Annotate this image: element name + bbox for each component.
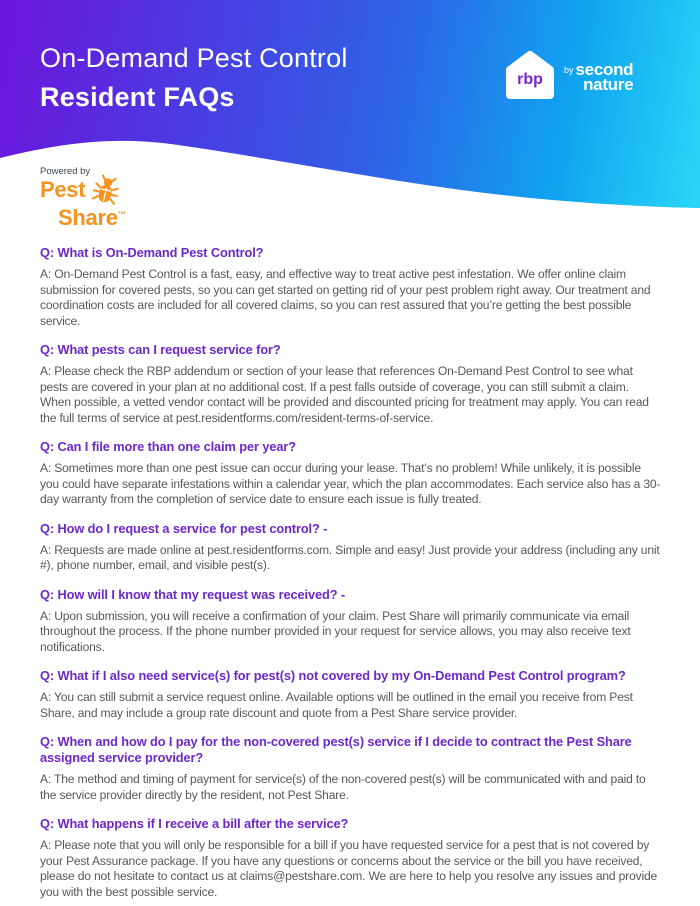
rbp-badge-icon bbox=[505, 50, 555, 104]
faq-item bbox=[40, 245, 662, 329]
faq-answer: A: You can still submit a service request online. Available options will be outlined in the email you receive from Pest Share, and may include a group rate discount and quote from a Pest Share service provider. bbox=[40, 690, 633, 720]
second-nature-line2: nature bbox=[583, 75, 634, 94]
rbp-second-nature-logo bbox=[505, 50, 633, 104]
faq-item bbox=[40, 734, 662, 803]
faq-item bbox=[40, 439, 662, 508]
faq-question: Q: What happens if I receive a bill after the service? bbox=[40, 816, 349, 831]
faq-answer: A: Upon submission, you will receive a confirmation of your claim. Pest Share will primarily communicate via email throughout the process. If the phone number provided in your request for service allows, you may also receive text notifications. bbox=[40, 608, 631, 654]
header-banner bbox=[0, 0, 700, 230]
document-title-block bbox=[40, 42, 348, 113]
faq-question: Q: Can I file more than one claim per year? bbox=[40, 439, 296, 454]
faq-item bbox=[40, 342, 662, 426]
faq-content bbox=[0, 215, 700, 900]
faq-answer: A: Sometimes more than one pest issue can occur during your lease. That’s no problem! While unlikely, it is possible you could have separate infestations within a calendar year, which the plan accommodates. Each service also has a 30-day warranty from the completion of service date to ensure each issue is fully treated. bbox=[40, 461, 661, 506]
faq-answer: A: Please check the RBP addendum or section of your lease that references On-Demand Pest Control to see what pests are covered in your plan at no additional cost. If a pest falls outside of coverage, you can still submit a claim. When possible, a vetted vendor contact will be provided and discounted pricing for treatment may apply. You can read the full terms of service at pest.residentforms.com/resident-terms-of-service. bbox=[40, 364, 649, 425]
faq-answer: A: Please note that you will only be responsible for a bill if you have requested service for a pest that is not covered by your Pest Assurance package. If you have any questions or concerns about the service or the bill you have received, please do not hesitate to contact us at claims@pestshare.com. We are here to help you resolve any issues and provide you with the best possible service. bbox=[40, 838, 658, 899]
faq-question: Q: When and how do I pay for the non-covered pest(s) service if I decide to contract the Pest Share assigned service provider? bbox=[40, 734, 632, 765]
faq-item bbox=[40, 521, 662, 574]
faq-question: Q: How will I know that my request was received? - bbox=[40, 586, 346, 602]
faq-item bbox=[40, 587, 662, 656]
faq-question: Q: What if I also need service(s) for pest(s) not covered by my On-Demand Pest Control program? bbox=[40, 668, 626, 683]
second-nature-line1: second bbox=[575, 60, 634, 79]
bug-icon bbox=[91, 174, 121, 207]
faq-answer: A: Requests are made online at pest.residentforms.com. Simple and easy! Just provide your address (including any unit #), phone number, email, and visible pest(s). bbox=[40, 542, 660, 572]
document-title: On-Demand Pest Control bbox=[40, 43, 348, 73]
faq-question: Q: How do I request a service for pest control? - bbox=[40, 520, 328, 536]
faq-question: Q: What is On-Demand Pest Control? bbox=[40, 245, 264, 260]
faq-answer: A: The method and timing of payment for service(s) of the non-covered pest(s) will be communicated with and paid to the service provider directly by the resident, not Pest Share. bbox=[40, 772, 646, 802]
pest-share-logo bbox=[40, 166, 126, 228]
faq-item bbox=[40, 668, 662, 721]
faq-question: Q: What pests can I request service for? bbox=[40, 342, 281, 357]
pest-share-word-share: Share bbox=[58, 205, 118, 230]
pest-share-word-pest: Pest bbox=[40, 177, 86, 202]
trademark-symbol: ™ bbox=[117, 210, 126, 219]
faq-answer: A: On-Demand Pest Control is a fast, easy, and effective way to treat active pest infestation. We offer online claim submission for covered pests, so you can get started on getting rid of your pest problem right away. Our treatment and coordination costs are included for all covered claims, so you can rest assured that you’re getting the best possible service. bbox=[40, 267, 651, 328]
document-subtitle: Resident FAQs bbox=[40, 82, 235, 112]
by-label: by bbox=[564, 65, 574, 75]
faq-item bbox=[40, 816, 662, 900]
second-nature-wordmark bbox=[564, 62, 633, 92]
rbp-badge-text: rbp bbox=[517, 71, 543, 88]
powered-by-label: Powered by bbox=[40, 166, 91, 177]
